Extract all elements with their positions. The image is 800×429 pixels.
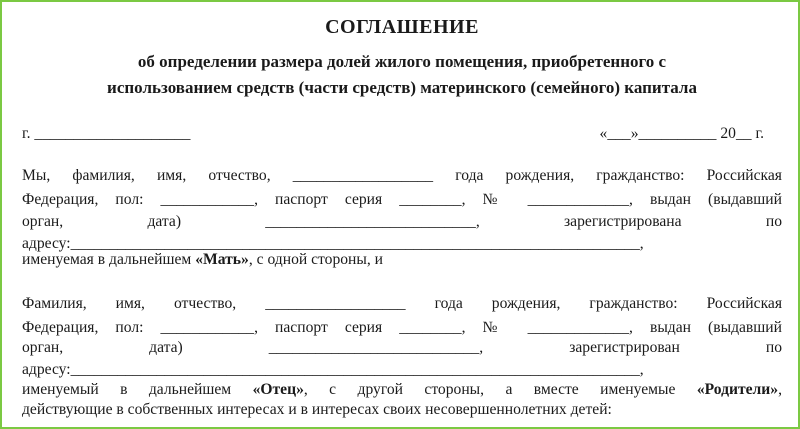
mother-role: «Мать» (195, 251, 249, 268)
father-line-3: орган, дата) ___________________________, зарегистрирован по (22, 339, 782, 356)
mother-line-4: адресу:_________________________________________________________________________, (22, 235, 644, 252)
mother-line-5-post: , с одной стороны, и (248, 251, 383, 268)
parents-role: «Родители» (696, 381, 779, 398)
place-field: г. ____________________ (22, 125, 191, 142)
father-role: «Отец» (252, 381, 304, 398)
mother-line-5 (22, 250, 782, 270)
mother-line-5-pre: именуемая в дальнейшем (22, 251, 196, 268)
father-line-5-post: , (778, 381, 782, 398)
mother-line-3: орган, дата) ___________________________, зарегистрирована по (22, 213, 782, 230)
father-line-5-mid: , с другой стороны, а вместе именуемые (303, 381, 697, 398)
document-subtitle-line-1: об определении размера долей жилого помещения, приобретенного с (137, 52, 667, 71)
father-line-2: Федерация, пол: ____________, паспорт серия ________, № _____________, выдан (выдавший (22, 319, 782, 336)
father-line-6: действующие в собственных интересах и в интересах своих несовершеннолетних детей: (22, 401, 612, 418)
document-subtitle-line-2: использованием средств (части средств) материнского (семейного) капитала (107, 78, 697, 97)
father-line-4: адресу:_________________________________________________________________________, (22, 361, 644, 378)
date-field: «___»__________ 20__ г. (599, 125, 764, 142)
place-date-row (22, 124, 782, 144)
father-line-1: Фамилия, имя, отчество, __________________ года рождения, гражданство: Российская (22, 295, 782, 312)
father-line-5 (22, 380, 782, 400)
mother-line-2: Федерация, пол: ____________, паспорт серия ________, № _____________, выдан (выдавший (22, 191, 782, 208)
document-title: СОГЛАШЕНИЕ (325, 16, 479, 38)
father-line-5-pre: именуемый в дальнейшем (22, 381, 253, 398)
mother-line-1: Мы, фамилия, имя, отчество, __________________ года рождения, гражданство: Российская (22, 167, 782, 184)
